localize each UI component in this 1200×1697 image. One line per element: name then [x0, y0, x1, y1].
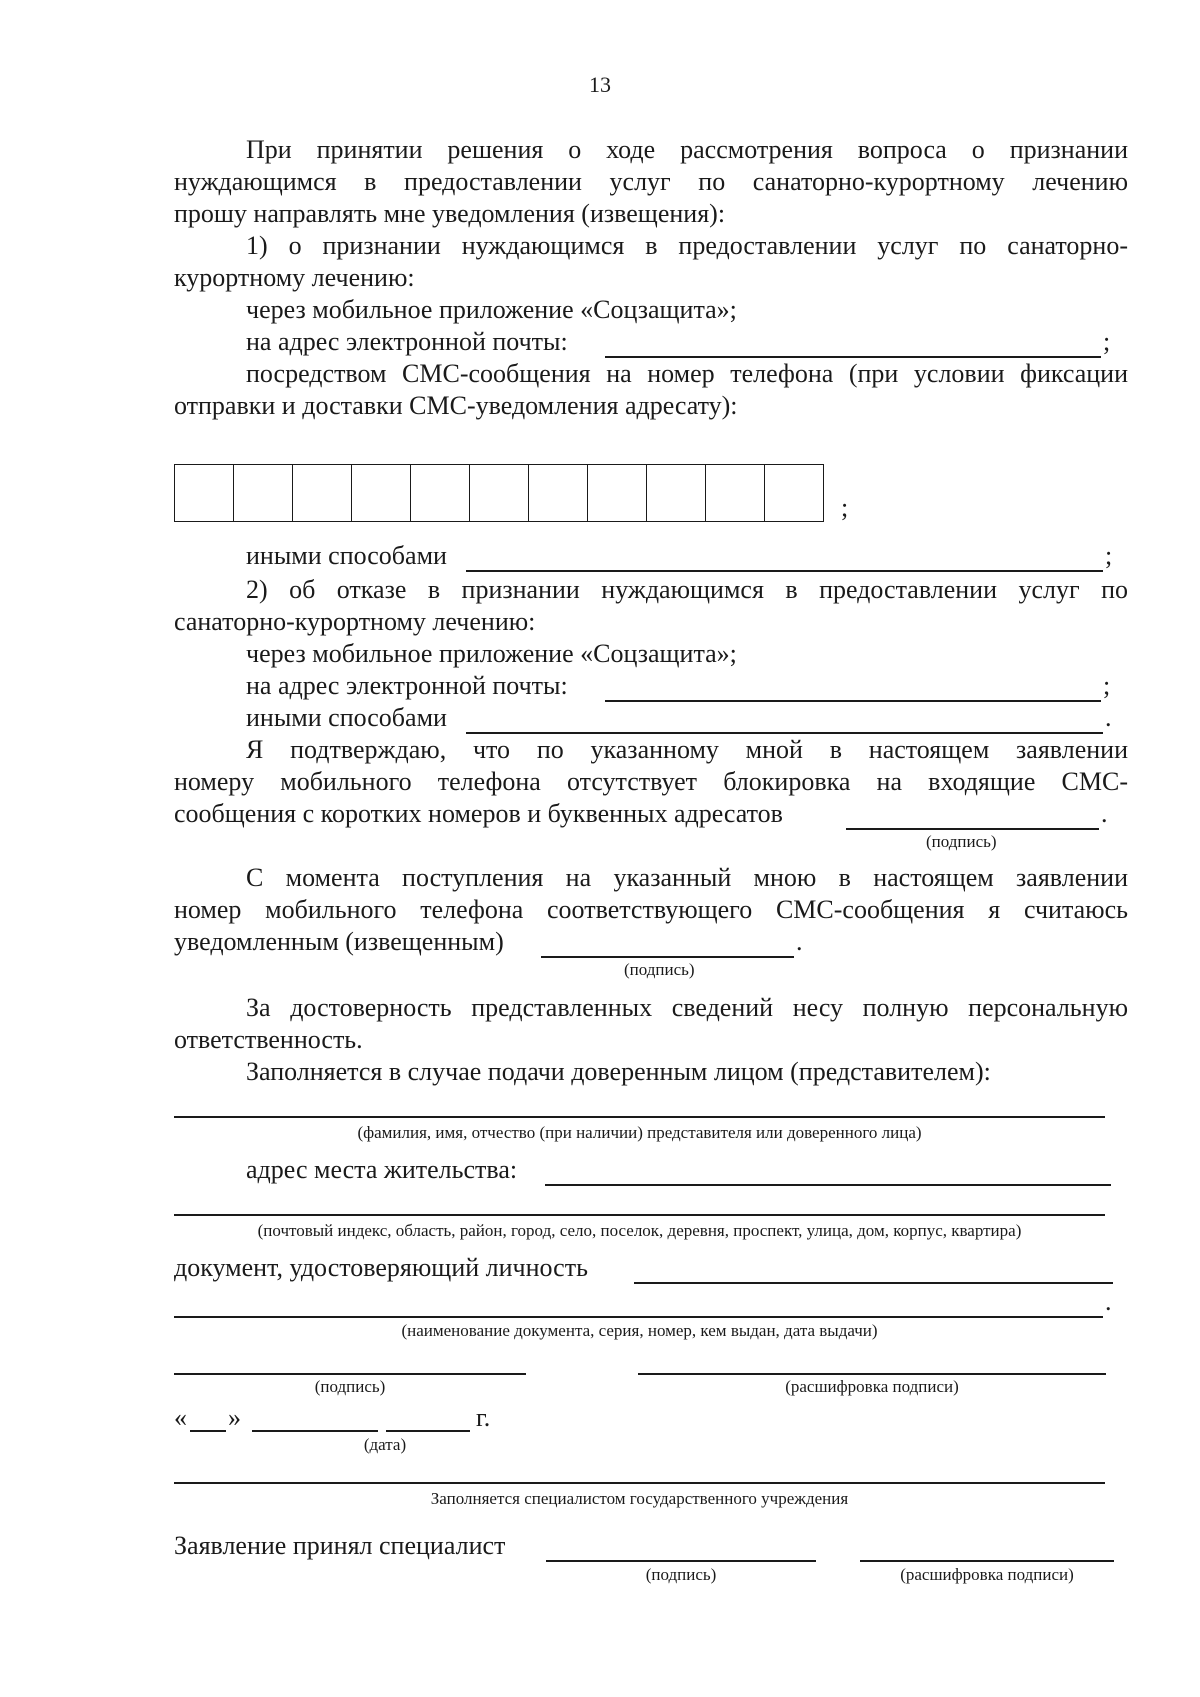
item2-email-end: ; — [1103, 671, 1111, 700]
item1-other-field[interactable] — [466, 570, 1103, 572]
representative-document-caption: (наименование документа, серия, номер, кем выдан, дата выдачи) — [401, 1321, 878, 1340]
confirm-line-2: номеру мобильного телефона отсутствует блокировка на входящие СМС- — [174, 767, 1128, 796]
phone-digit-box[interactable] — [352, 465, 411, 521]
item2-app-option: через мобильное приложение «Соцзащита»; — [246, 639, 737, 668]
item1-line-2: курортному лечению: — [174, 263, 415, 292]
item1-email-end: ; — [1103, 327, 1111, 356]
specialist-signature-field[interactable] — [546, 1560, 816, 1562]
moment-signature-field[interactable] — [541, 956, 794, 958]
item2-other-label: иными способами — [246, 703, 447, 732]
representative-signature-field[interactable] — [174, 1373, 526, 1375]
item2-other-end: . — [1105, 703, 1112, 732]
phone-digit-box[interactable] — [470, 465, 529, 521]
intro-line-3: прошу направлять мне уведомления (извещения): — [174, 199, 726, 228]
intro-line-1: При принятии решения о ходе рассмотрения вопроса о признании — [246, 135, 1128, 164]
confirm-signature-caption: (подпись) — [926, 832, 997, 851]
item1-sms-line-1: посредством СМС-сообщения на номер телефона (при условии фиксации — [246, 359, 1128, 388]
moment-line-1: С момента поступления на указанный мною в настоящем заявлении — [246, 863, 1128, 892]
representative-address-caption: (почтовый индекс, область, район, город, село, поселок, деревня, проспект, улица, дом, корпус, квартира) — [257, 1221, 1022, 1240]
responsibility-line-2: ответственность. — [174, 1025, 363, 1054]
specialist-signature-caption: (подпись) — [645, 1565, 717, 1584]
phone-digit-box[interactable] — [765, 465, 824, 521]
phone-digit-box[interactable] — [175, 465, 234, 521]
specialist-decode-field[interactable] — [860, 1560, 1114, 1562]
item2-line-2: санаторно-курортному лечению: — [174, 607, 536, 636]
date-close-quote: » — [228, 1403, 241, 1432]
representative-address-label: адрес места жительства: — [246, 1155, 518, 1184]
representative-document-field-2[interactable] — [174, 1316, 1103, 1318]
phone-digit-box[interactable] — [293, 465, 352, 521]
item1-app-option: через мобильное приложение «Соцзащита»; — [246, 295, 737, 324]
phone-digit-box[interactable] — [588, 465, 647, 521]
confirm-signature-field[interactable] — [846, 828, 1099, 830]
specialist-caption: Заполняется специалистом государственного учреждения — [430, 1489, 849, 1508]
representative-document-field[interactable] — [634, 1282, 1113, 1284]
representative-address-field-2[interactable] — [174, 1214, 1105, 1216]
phone-digit-box[interactable] — [411, 465, 470, 521]
representative-decode-field[interactable] — [638, 1373, 1106, 1375]
date-year-suffix: г. — [476, 1403, 491, 1432]
representative-address-field[interactable] — [545, 1184, 1111, 1186]
representative-decode-caption: (расшифровка подписи) — [785, 1377, 959, 1396]
date-day-field[interactable] — [190, 1430, 226, 1432]
representative-signature-caption: (подпись) — [314, 1377, 386, 1396]
representative-document-label: документ, удостоверяющий личность — [174, 1253, 588, 1282]
moment-line-3: уведомленным (извещенным) — [174, 927, 504, 956]
moment-end: . — [796, 927, 803, 956]
item1-sms-line-2: отправки и доставки СМС-уведомления адресату): — [174, 391, 738, 420]
date-open-quote: « — [174, 1403, 187, 1432]
intro-line-2: нуждающимся в предоставлении услуг по санаторно-курортному лечению — [174, 167, 1128, 196]
phone-number-boxes[interactable] — [174, 464, 824, 522]
item1-email-label: на адрес электронной почты: — [246, 327, 568, 356]
date-year-field[interactable] — [386, 1430, 470, 1432]
phone-digit-box[interactable] — [647, 465, 706, 521]
responsibility-line-1: За достоверность представленных сведений несу полную персональную — [246, 993, 1128, 1022]
phone-digit-box[interactable] — [529, 465, 588, 521]
representative-document-end: . — [1105, 1287, 1112, 1316]
item2-line-1: 2) об отказе в признании нуждающимся в предоставлении услуг по — [246, 575, 1128, 604]
page-number: 13 — [589, 72, 611, 97]
phone-end: ; — [841, 493, 849, 522]
date-month-field[interactable] — [252, 1430, 378, 1432]
specialist-separator-line — [174, 1482, 1105, 1484]
confirm-end: . — [1101, 799, 1108, 828]
representative-fio-caption: (фамилия, имя, отчество (при наличии) представителя или доверенного лица) — [357, 1123, 922, 1142]
specialist-decode-caption: (расшифровка подписи) — [900, 1565, 1074, 1584]
confirm-line-3: сообщения с коротких номеров и буквенных адресатов — [174, 799, 783, 828]
moment-line-2: номер мобильного телефона соответствующего СМС-сообщения я считаюсь — [174, 895, 1128, 924]
item1-other-label: иными способами — [246, 541, 447, 570]
date-caption: (дата) — [363, 1435, 407, 1454]
moment-signature-caption: (подпись) — [624, 960, 695, 979]
representative-fio-field[interactable] — [174, 1116, 1105, 1118]
representative-title: Заполняется в случае подачи доверенным лицом (представителем): — [246, 1057, 991, 1086]
specialist-accepted-label: Заявление принял специалист — [174, 1531, 506, 1560]
item2-email-label: на адрес электронной почты: — [246, 671, 568, 700]
confirm-line-1: Я подтверждаю, что по указанному мной в настоящем заявлении — [246, 735, 1128, 764]
phone-digit-box[interactable] — [234, 465, 293, 521]
item1-other-end: ; — [1105, 541, 1113, 570]
item1-line-1: 1) о признании нуждающимся в предоставлении услуг по санаторно- — [246, 231, 1128, 260]
phone-digit-box[interactable] — [706, 465, 765, 521]
